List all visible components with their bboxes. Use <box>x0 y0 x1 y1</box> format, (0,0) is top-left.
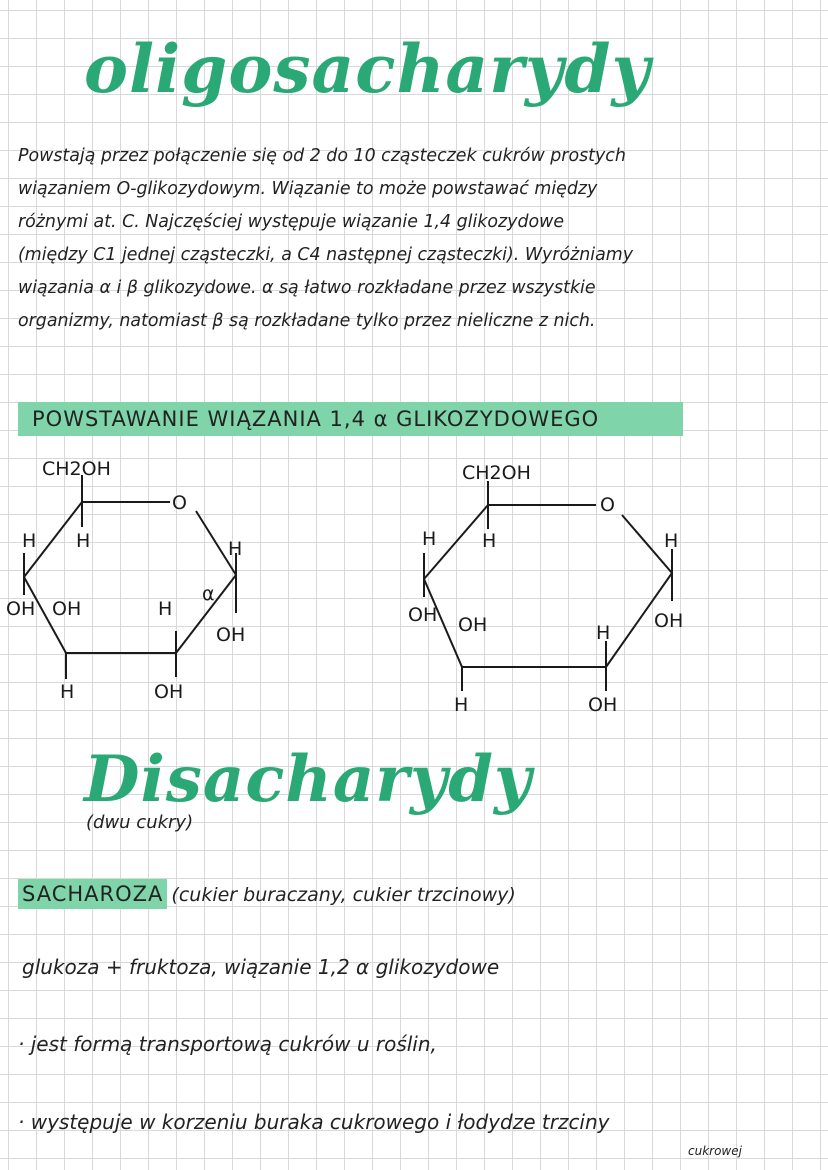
section-subtitle: (dwu cukry) <box>86 812 194 833</box>
paragraph-line: Powstają przez połączenie się od 2 do 10 cząsteczek cukrów prostych <box>18 146 626 166</box>
oh-label: OH <box>588 694 618 716</box>
paragraph-line: (między C1 jednej cząsteczki, a C4 następnej cząsteczki). Wyróżniamy <box>18 245 634 265</box>
oh-label: OH <box>654 610 684 632</box>
h-label: H <box>228 538 243 560</box>
oh-label: OH <box>154 681 184 703</box>
glycosidic-bond-heading: POWSTAWANIE WIĄZANIA 1,4 α GLIKOZYDOWEGO <box>18 402 683 436</box>
ring-oxygen-label: O <box>600 494 615 516</box>
h-label: H <box>76 530 91 552</box>
intro-paragraph <box>18 140 818 338</box>
oh-label: OH <box>6 598 36 620</box>
ring-bonds-left <box>24 475 236 679</box>
sucrose-line <box>18 882 516 906</box>
h-label: H <box>596 622 611 644</box>
sucrose-description: (cukier buraczany, cukier trzcinowy) <box>171 884 516 906</box>
paragraph-line: różnymi at. C. Najczęściej występuje wiązanie 1,4 glikozydowe <box>18 212 565 232</box>
glucose-molecule-right <box>400 445 710 725</box>
h-label: H <box>664 530 679 552</box>
oh-label: OH <box>52 598 82 620</box>
note-line: glukoza + fruktoza, wiązanie 1,2 α glikozydowe <box>22 955 500 979</box>
ring-oxygen-label: O <box>172 492 187 514</box>
h-label: H <box>158 598 173 620</box>
h-label: H <box>22 530 37 552</box>
glucose-molecule-left <box>0 445 300 715</box>
ring-bonds-right <box>424 481 672 691</box>
sucrose-label: SACHAROZA <box>18 879 167 909</box>
note-line: · występuje w korzeniu buraka cukrowego i łodydze trzciny <box>18 1110 610 1134</box>
oh-label: OH <box>216 624 246 646</box>
note-line: · jest formą transportową cukrów u roślin, <box>18 1032 437 1056</box>
section-title-disaccharides: Disacharydy <box>84 742 533 817</box>
h-label: H <box>422 528 437 550</box>
alpha-label: α <box>202 583 215 605</box>
page-title: oligosacharydy <box>84 30 651 108</box>
h-label: H <box>60 681 75 703</box>
oh-label: OH <box>458 614 488 636</box>
oh-label: OH <box>408 604 438 626</box>
paragraph-line: organizmy, natomiast β są rozkładane tylko przez nieliczne z nich. <box>18 311 596 331</box>
paragraph-line: wiązania α i β glikozydowe. α są łatwo rozkładane przez wszystkie <box>18 278 596 298</box>
ch2oh-label: CH2OH <box>42 458 111 480</box>
h-label: H <box>482 530 497 552</box>
ch2oh-label: CH2OH <box>462 462 531 484</box>
note-line-continuation: cukrowej <box>688 1144 742 1158</box>
h-label: H <box>454 694 469 716</box>
paragraph-line: wiązaniem O-glikozydowym. Wiązanie to może powstawać między <box>18 179 598 199</box>
